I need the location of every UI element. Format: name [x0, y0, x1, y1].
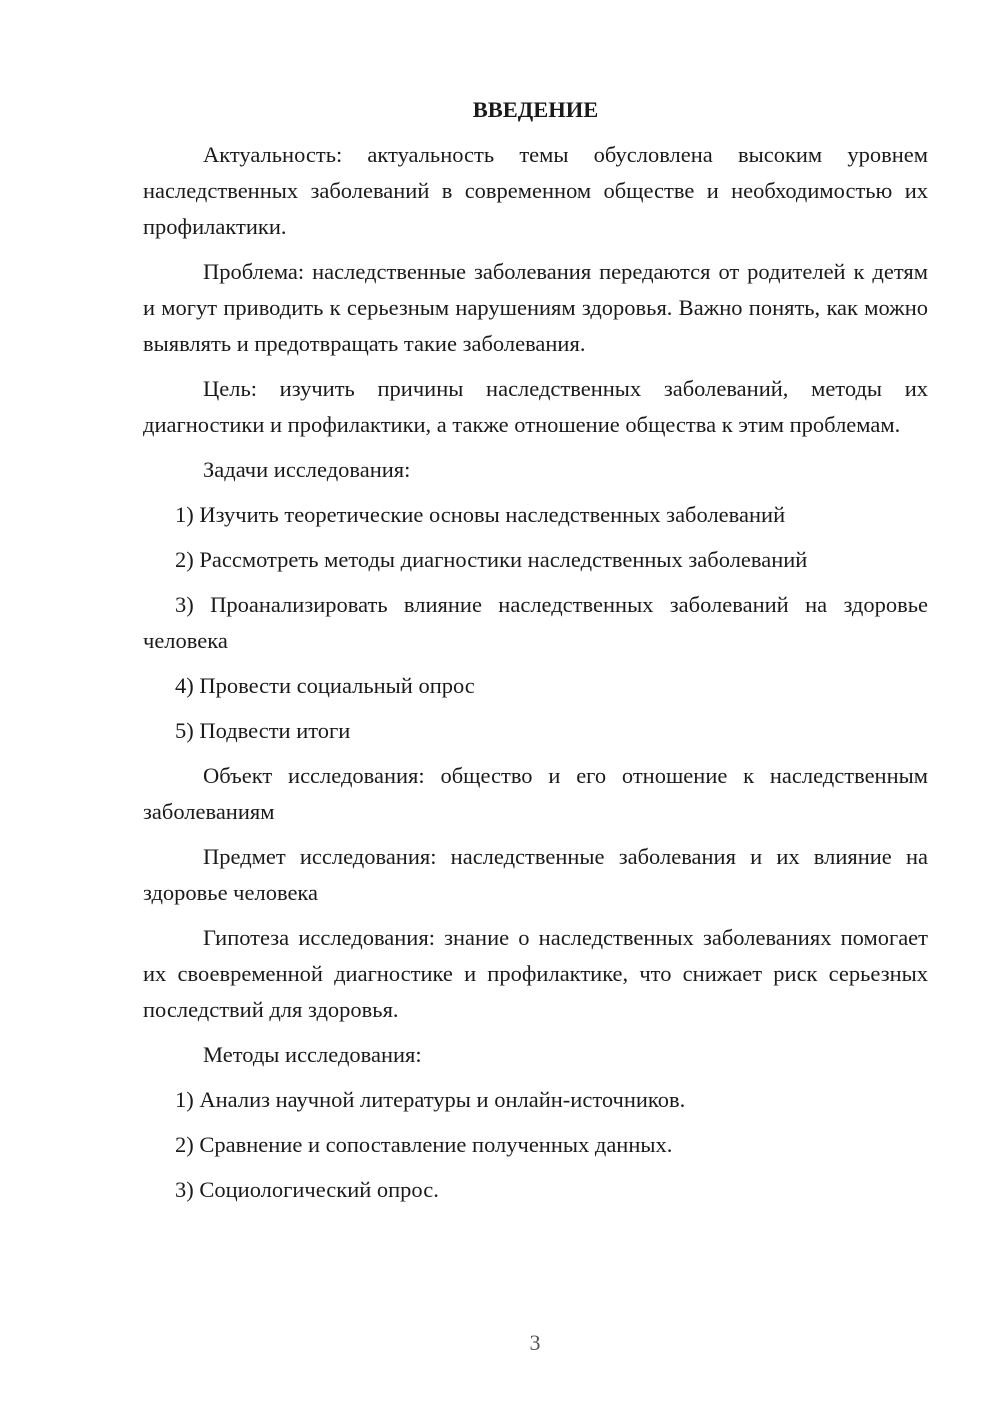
paragraph-relevance: Актуальность: актуальность темы обусловлена высоким уровнем наследственных заболеваний в современном обществе и необходимостью их профилактики.	[143, 142, 928, 239]
paragraph-problem: Проблема: наследственные заболевания передаются от родителей к детям и могут приводить к серьезным нарушениям здоровья. Важно понять, как можно выявлять и предотвращать такие заболевания.	[143, 259, 928, 356]
page-number: 3	[529, 1330, 541, 1355]
task-item-4: 4) Провести социальный опрос	[175, 673, 475, 698]
method-item-3: 3) Социологический опрос.	[175, 1177, 439, 1202]
paragraph-tasks-title: Задачи исследования:	[203, 457, 411, 482]
paragraph-goal: Цель: изучить причины наследственных заболеваний, методы их диагностики и профилактики, а также отношение общества к этим проблемам.	[143, 376, 928, 437]
task-item-5: 5) Подвести итоги	[175, 718, 351, 743]
page-content	[143, 92, 928, 1217]
section-heading: ВВЕДЕНИЕ	[472, 97, 599, 122]
paragraph-object: Объект исследования: общество и его отношение к наследственным заболеваниям	[143, 763, 928, 824]
paragraph-subject: Предмет исследования: наследственные заболевания и их влияние на здоровье человека	[143, 844, 928, 905]
paragraph-hypothesis: Гипотеза исследования: знание о наследственных заболеваниях помогает их своевременной диагностике и профилактике, что снижает риск серьезных последствий для здоровья.	[143, 925, 928, 1022]
method-item-1: 1) Анализ научной литературы и онлайн-источников.	[175, 1087, 686, 1112]
method-item-2: 2) Сравнение и сопоставление полученных данных.	[175, 1132, 673, 1157]
paragraph-methods-title: Методы исследования:	[203, 1042, 422, 1067]
task-item-2: 2) Рассмотреть методы диагностики наследственных заболеваний	[175, 547, 808, 572]
task-item-3: 3) Проанализировать влияние наследственных заболеваний на здоровье человека	[143, 592, 928, 653]
task-item-1: 1) Изучить теоретические основы наследственных заболеваний	[175, 502, 786, 527]
